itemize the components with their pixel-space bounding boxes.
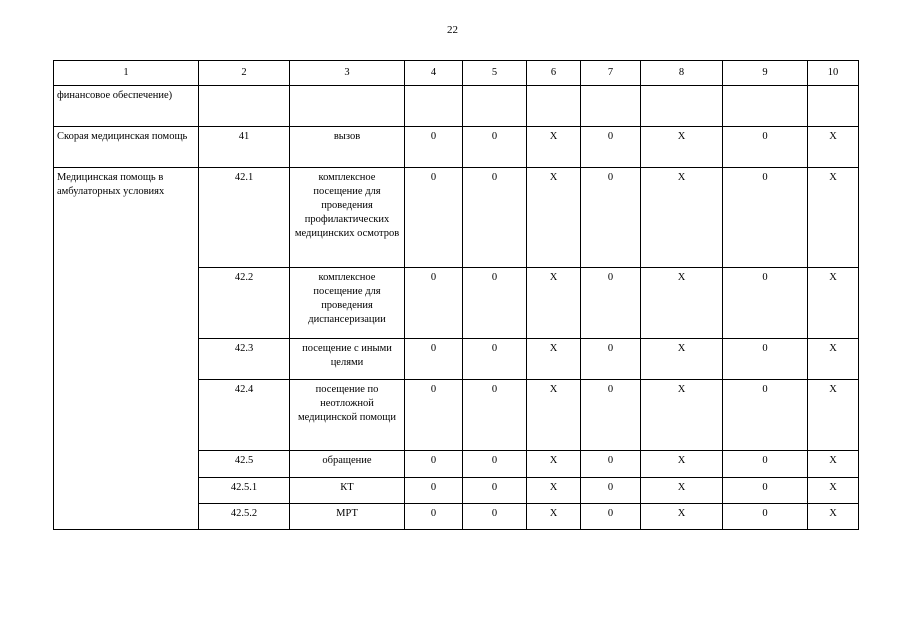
value-cell: X bbox=[808, 478, 859, 504]
value-cell: X bbox=[641, 339, 723, 380]
code-cell: 42.4 bbox=[199, 380, 290, 451]
value-cell: X bbox=[641, 451, 723, 478]
value-cell: X bbox=[527, 451, 581, 478]
header-cell: 9 bbox=[723, 61, 808, 86]
value-cell: 0 bbox=[463, 127, 527, 168]
value-cell: 0 bbox=[581, 268, 641, 339]
header-cell: 4 bbox=[405, 61, 463, 86]
value-cell: 0 bbox=[405, 168, 463, 268]
value-cell: 0 bbox=[581, 380, 641, 451]
value-cell: 0 bbox=[723, 380, 808, 451]
value-cell: 0 bbox=[723, 268, 808, 339]
value-cell: 0 bbox=[405, 478, 463, 504]
value-cell: 0 bbox=[463, 380, 527, 451]
value-cell: 0 bbox=[405, 339, 463, 380]
code-cell: 42.5.1 bbox=[199, 478, 290, 504]
value-cell: X bbox=[527, 339, 581, 380]
empty-cell bbox=[808, 86, 859, 127]
row-name-cell: Скорая медицинская помощь bbox=[54, 127, 199, 168]
value-cell: X bbox=[808, 127, 859, 168]
value-cell: X bbox=[808, 380, 859, 451]
empty-cell bbox=[199, 86, 290, 127]
table-row-ambulance bbox=[54, 127, 859, 168]
unit-cell: посещение с иными целями bbox=[290, 339, 405, 380]
data-table bbox=[53, 60, 859, 530]
value-cell: X bbox=[641, 380, 723, 451]
code-cell: 41 bbox=[199, 127, 290, 168]
value-cell: X bbox=[808, 451, 859, 478]
value-cell: X bbox=[527, 380, 581, 451]
value-cell: 0 bbox=[463, 268, 527, 339]
code-cell: 42.5 bbox=[199, 451, 290, 478]
value-cell: 0 bbox=[723, 168, 808, 268]
empty-cell bbox=[581, 86, 641, 127]
value-cell: 0 bbox=[405, 268, 463, 339]
value-cell: X bbox=[641, 168, 723, 268]
table-row bbox=[54, 168, 859, 268]
empty-cell bbox=[641, 86, 723, 127]
code-cell: 42.1 bbox=[199, 168, 290, 268]
value-cell: X bbox=[641, 268, 723, 339]
value-cell: 0 bbox=[463, 339, 527, 380]
empty-cell bbox=[463, 86, 527, 127]
value-cell: 0 bbox=[581, 504, 641, 530]
value-cell: 0 bbox=[723, 339, 808, 380]
group-name-cell: Медицинская помощь в амбулаторных условиях bbox=[54, 168, 199, 530]
code-cell: 42.2 bbox=[199, 268, 290, 339]
value-cell: 0 bbox=[581, 451, 641, 478]
empty-cell bbox=[290, 86, 405, 127]
unit-cell: комплексное посещение для проведения диспансеризации bbox=[290, 268, 405, 339]
table-row-financing bbox=[54, 86, 859, 127]
unit-cell: комплексное посещение для проведения профилактических медицинских осмотров bbox=[290, 168, 405, 268]
value-cell: 0 bbox=[581, 168, 641, 268]
value-cell: X bbox=[527, 504, 581, 530]
value-cell: 0 bbox=[581, 127, 641, 168]
value-cell: X bbox=[808, 268, 859, 339]
header-cell: 10 bbox=[808, 61, 859, 86]
row-name-cell: финансовое обеспечение) bbox=[54, 86, 199, 127]
value-cell: X bbox=[808, 504, 859, 530]
value-cell: 0 bbox=[463, 504, 527, 530]
header-cell: 3 bbox=[290, 61, 405, 86]
value-cell: 0 bbox=[723, 504, 808, 530]
unit-cell: МРТ bbox=[290, 504, 405, 530]
unit-cell: обращение bbox=[290, 451, 405, 478]
page-number: 22 bbox=[447, 24, 458, 36]
unit-cell: КТ bbox=[290, 478, 405, 504]
empty-cell bbox=[527, 86, 581, 127]
value-cell: 0 bbox=[463, 478, 527, 504]
value-cell: 0 bbox=[723, 478, 808, 504]
value-cell: X bbox=[641, 127, 723, 168]
value-cell: 0 bbox=[723, 127, 808, 168]
value-cell: 0 bbox=[723, 451, 808, 478]
value-cell: X bbox=[641, 504, 723, 530]
value-cell: X bbox=[527, 168, 581, 268]
value-cell: 0 bbox=[581, 478, 641, 504]
value-cell: 0 bbox=[463, 451, 527, 478]
value-cell: 0 bbox=[405, 451, 463, 478]
value-cell: 0 bbox=[463, 168, 527, 268]
value-cell: X bbox=[527, 478, 581, 504]
value-cell: 0 bbox=[405, 127, 463, 168]
value-cell: 0 bbox=[405, 504, 463, 530]
table-header-row bbox=[54, 61, 859, 86]
header-cell: 5 bbox=[463, 61, 527, 86]
value-cell: X bbox=[527, 127, 581, 168]
value-cell: X bbox=[808, 168, 859, 268]
value-cell: X bbox=[808, 339, 859, 380]
value-cell: X bbox=[527, 268, 581, 339]
unit-cell: вызов bbox=[290, 127, 405, 168]
header-cell: 1 bbox=[54, 61, 199, 86]
header-cell: 7 bbox=[581, 61, 641, 86]
value-cell: 0 bbox=[581, 339, 641, 380]
header-cell: 2 bbox=[199, 61, 290, 86]
header-cell: 8 bbox=[641, 61, 723, 86]
header-cell: 6 bbox=[527, 61, 581, 86]
code-cell: 42.3 bbox=[199, 339, 290, 380]
unit-cell: посещение по неотложной медицинской помощи bbox=[290, 380, 405, 451]
code-cell: 42.5.2 bbox=[199, 504, 290, 530]
empty-cell bbox=[723, 86, 808, 127]
empty-cell bbox=[405, 86, 463, 127]
value-cell: X bbox=[641, 478, 723, 504]
value-cell: 0 bbox=[405, 380, 463, 451]
